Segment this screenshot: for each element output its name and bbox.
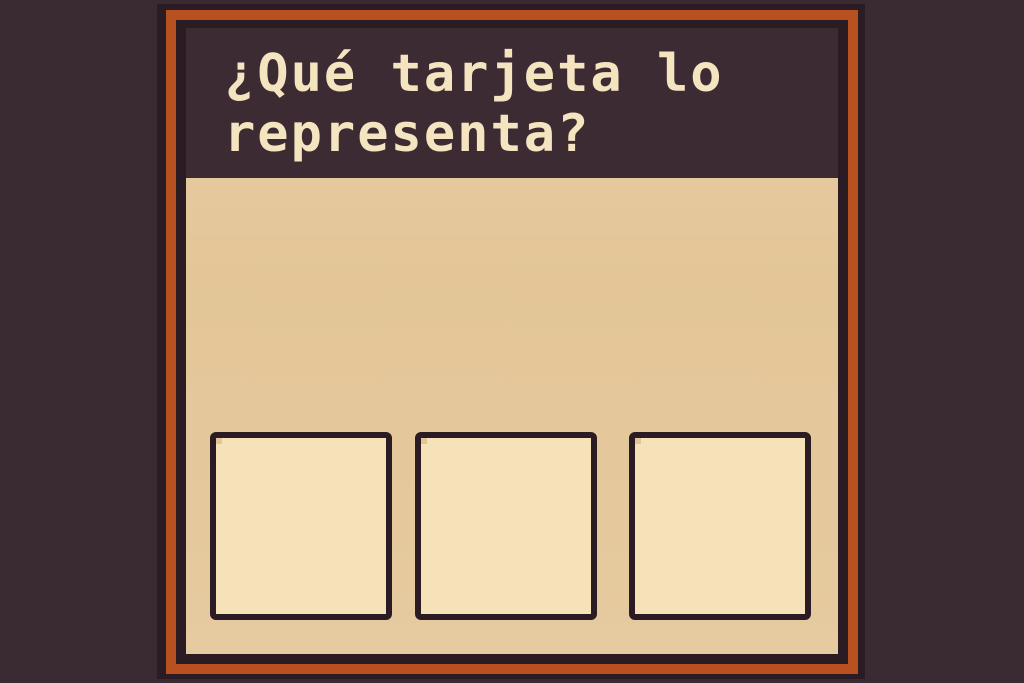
answer-card-1[interactable] <box>210 432 392 620</box>
answer-card-3[interactable] <box>629 432 811 620</box>
quiz-panel <box>186 28 838 654</box>
question-bar <box>186 28 838 178</box>
question-text: ¿Qué tarjeta lo representa? <box>224 44 724 164</box>
answer-card-2[interactable] <box>415 432 597 620</box>
